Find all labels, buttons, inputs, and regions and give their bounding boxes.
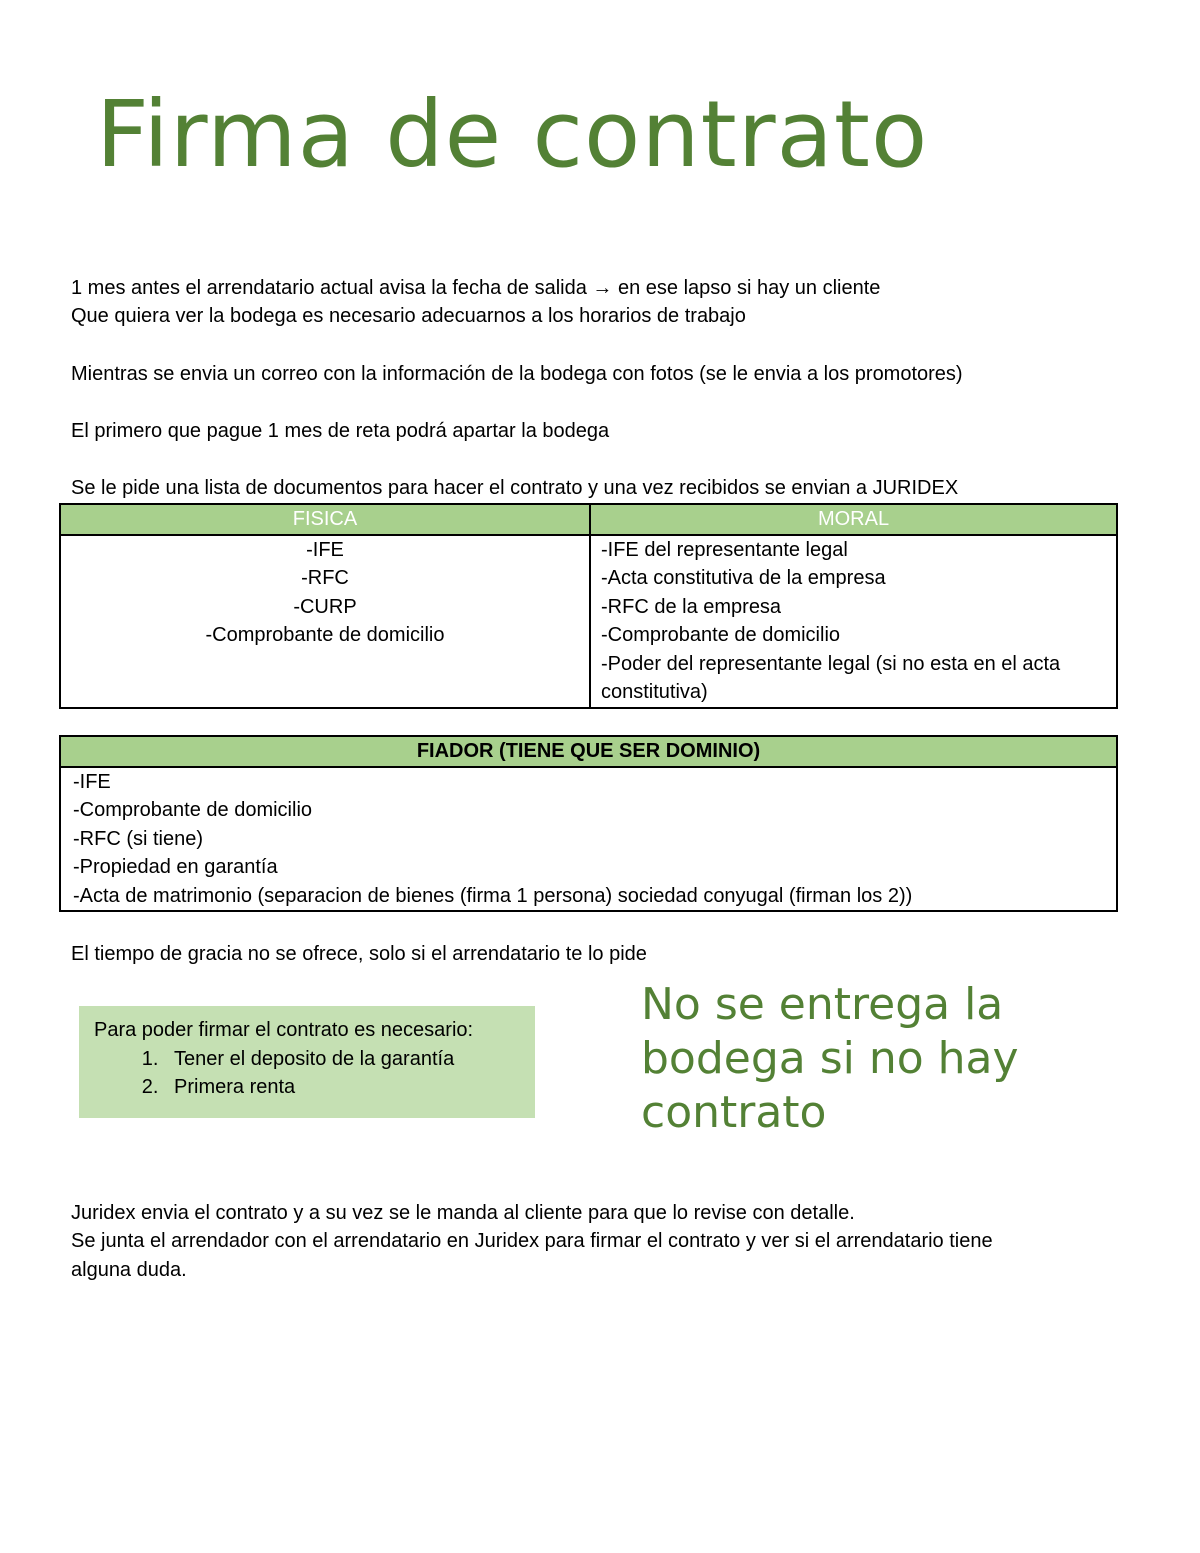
closing-line-1: Juridex envia el contrato y a su vez se le manda al cliente para que lo revise con detalle. — [71, 1202, 855, 1224]
fiador-item: -Comprobante de domicilio — [73, 799, 313, 821]
closing-line-2: Se junta el arrendador con el arrendatario en Juridex para firmar el contrato y ver si el arrendatario tiene — [71, 1230, 993, 1252]
documents-table — [59, 503, 1118, 709]
fiador-item: -IFE — [73, 770, 111, 793]
header-fisica: FISICA — [60, 504, 590, 535]
moral-cell — [590, 535, 1117, 708]
fisica-cell — [60, 535, 590, 708]
moral-item: -RFC de la empresa — [601, 595, 782, 618]
fisica-item: -Comprobante de domicilio — [205, 624, 445, 646]
fiador-table — [59, 735, 1118, 912]
intro-line-5: Se le pide una lista de documentos para hacer el contrato y una vez recibidos se envian a JURIDEX — [71, 477, 959, 499]
fisica-item: -CURP — [293, 595, 357, 618]
fiador-item: -Acta de matrimonio (separacion de bienes (firma 1 persona) sociedad conyugal (firman los 2)) — [73, 884, 913, 907]
fisica-item: -IFE — [306, 538, 344, 561]
moral-item: -IFE del representante legal — [601, 538, 848, 561]
callout-heading: Para poder firmar el contrato es necesario: — [94, 1019, 474, 1041]
contract-warning-note: No se entrega la bodega si no hay contrato — [641, 979, 1019, 1138]
intro-line-3: Mientras se envia un correo con la información de la bodega con fotos (se le envia a los promotores) — [71, 363, 963, 385]
intro-line-1b: en ese lapso si hay un cliente — [617, 277, 881, 299]
requirements-callout — [79, 1006, 535, 1118]
intro-line-1 — [71, 274, 880, 303]
grace-text: El tiempo de gracia no se ofrece, solo si el arrendatario te lo pide — [71, 943, 647, 965]
requirement-item: 2. Primera renta — [164, 1073, 520, 1102]
moral-item: -Acta constitutiva de la empresa — [601, 567, 886, 589]
fiador-item: -Propiedad en garantía — [73, 856, 278, 878]
header-fiador: FIADOR (TIENE QUE SER DOMINIO) — [60, 736, 1117, 767]
arrow-right-icon: → — [592, 277, 613, 299]
intro-line-2: Que quiera ver la bodega es necesario adecuarnos a los horarios de trabajo — [71, 305, 746, 327]
fiador-item: -RFC (si tiene) — [73, 827, 204, 850]
intro-line-1a: 1 mes antes el arrendatario actual avisa la fecha de salida — [71, 277, 587, 299]
requirement-item: 1. Tener el deposito de la garantía — [164, 1045, 520, 1074]
page-title: Firma de contrato — [96, 81, 929, 188]
intro-line-4: El primero que pague 1 mes de reta podrá apartar la bodega — [71, 420, 610, 442]
closing-line-3: alguna duda. — [71, 1259, 187, 1281]
moral-item: constitutiva) — [601, 681, 708, 703]
moral-item: -Comprobante de domicilio — [601, 624, 841, 646]
moral-item: -Poder del representante legal (si no esta en el acta — [601, 652, 1061, 675]
header-moral: MORAL — [590, 504, 1117, 535]
requirements-list — [94, 1045, 520, 1102]
fisica-item: -RFC — [301, 567, 349, 589]
fiador-cell — [60, 767, 1117, 912]
